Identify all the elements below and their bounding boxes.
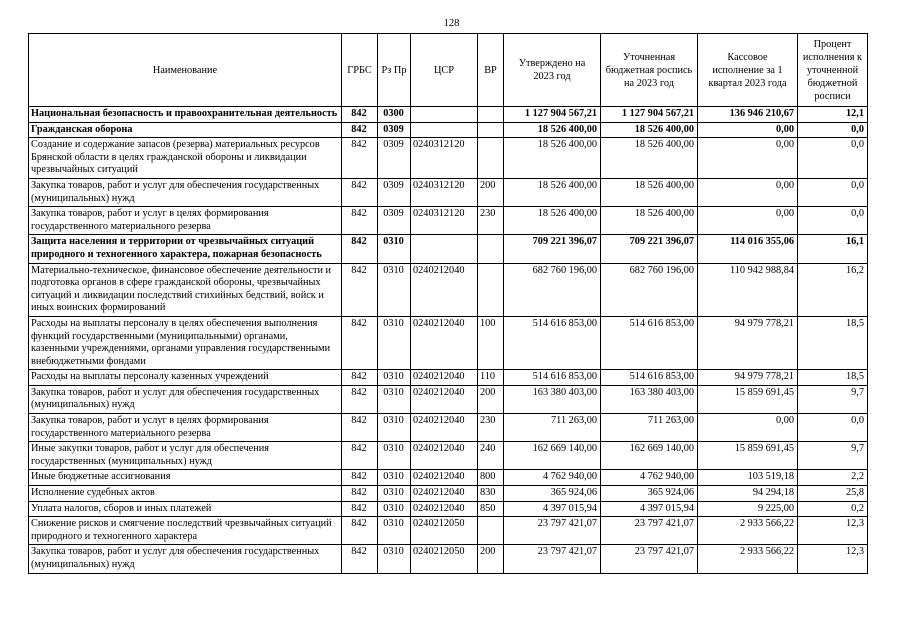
cell-vr: 800 — [478, 470, 504, 486]
cell-approved: 18 526 400,00 — [504, 178, 601, 206]
cell-approved: 23 797 421,07 — [504, 517, 601, 545]
cell-vr — [478, 517, 504, 545]
cell-csr: 0240212040 — [411, 263, 478, 316]
cell-revised: 163 380 403,00 — [601, 385, 698, 413]
cell-vr — [478, 263, 504, 316]
header-revised: Уточненная бюджетная роспись на 2023 год — [601, 34, 698, 107]
cell-revised: 18 526 400,00 — [601, 207, 698, 235]
header-vr: ВР — [478, 34, 504, 107]
cell-grbs: 842 — [342, 501, 378, 517]
table-header-row — [29, 34, 868, 107]
cell-revised: 1 127 904 567,21 — [601, 107, 698, 123]
cell-approved: 4 397 015,94 — [504, 501, 601, 517]
cell-rz-pr: 0310 — [378, 517, 411, 545]
cell-percent: 16,1 — [798, 235, 868, 263]
cell-rz-pr: 0310 — [378, 316, 411, 369]
cell-percent: 0,0 — [798, 138, 868, 179]
cell-cash: 0,00 — [698, 138, 798, 179]
cell-name: Закупка товаров, работ и услуг для обеспечения государственных (муниципальных) нужд — [29, 545, 342, 573]
cell-revised: 4 397 015,94 — [601, 501, 698, 517]
cell-revised: 709 221 396,07 — [601, 235, 698, 263]
cell-name: Гражданская оборона — [29, 122, 342, 138]
cell-percent: 25,8 — [798, 486, 868, 502]
cell-name: Защита населения и территории от чрезвычайных ситуаций природного и техногенного характера, пожарная безопасность — [29, 235, 342, 263]
cell-percent: 0,0 — [798, 122, 868, 138]
cell-vr: 850 — [478, 501, 504, 517]
table-row — [29, 470, 868, 486]
cell-percent: 12,3 — [798, 517, 868, 545]
budget-table — [28, 33, 868, 574]
cell-cash: 110 942 988,84 — [698, 263, 798, 316]
cell-cash: 114 016 355,06 — [698, 235, 798, 263]
cell-revised: 18 526 400,00 — [601, 178, 698, 206]
cell-revised: 4 762 940,00 — [601, 470, 698, 486]
cell-vr — [478, 107, 504, 123]
cell-cash: 94 294,18 — [698, 486, 798, 502]
cell-approved: 1 127 904 567,21 — [504, 107, 601, 123]
cell-grbs: 842 — [342, 207, 378, 235]
cell-percent: 16,2 — [798, 263, 868, 316]
cell-rz-pr: 0309 — [378, 122, 411, 138]
cell-grbs: 842 — [342, 138, 378, 179]
cell-csr: 0240212040 — [411, 486, 478, 502]
cell-csr: 0240312120 — [411, 138, 478, 179]
cell-csr: 0240212040 — [411, 442, 478, 470]
header-grbs: ГРБС — [342, 34, 378, 107]
cell-vr: 200 — [478, 385, 504, 413]
cell-vr: 230 — [478, 207, 504, 235]
header-csr: ЦСР — [411, 34, 478, 107]
cell-name: Закупка товаров, работ и услуг в целях формирования государственного материального резерва — [29, 414, 342, 442]
cell-rz-pr: 0310 — [378, 486, 411, 502]
cell-revised: 18 526 400,00 — [601, 122, 698, 138]
cell-approved: 709 221 396,07 — [504, 235, 601, 263]
header-approved: Утверждено на 2023 год — [504, 34, 601, 107]
cell-csr: 0240212040 — [411, 316, 478, 369]
table-row — [29, 263, 868, 316]
cell-rz-pr: 0310 — [378, 235, 411, 263]
cell-cash: 0,00 — [698, 207, 798, 235]
table-row — [29, 414, 868, 442]
table-row — [29, 316, 868, 369]
header-cash: Кассовое исполнение за 1 квартал 2023 года — [698, 34, 798, 107]
cell-rz-pr: 0310 — [378, 501, 411, 517]
cell-percent: 0,0 — [798, 207, 868, 235]
cell-csr: 0240212040 — [411, 370, 478, 386]
cell-revised: 682 760 196,00 — [601, 263, 698, 316]
cell-grbs: 842 — [342, 517, 378, 545]
cell-grbs: 842 — [342, 486, 378, 502]
cell-percent: 12,1 — [798, 107, 868, 123]
cell-name: Снижение рисков и смягчение последствий чрезвычайных ситуаций природного и техногенного характера — [29, 517, 342, 545]
cell-approved: 18 526 400,00 — [504, 207, 601, 235]
cell-cash: 94 979 778,21 — [698, 316, 798, 369]
table-row — [29, 107, 868, 123]
cell-cash: 0,00 — [698, 122, 798, 138]
cell-vr: 830 — [478, 486, 504, 502]
cell-revised: 23 797 421,07 — [601, 545, 698, 573]
cell-name: Закупка товаров, работ и услуг для обеспечения государственных (муниципальных) нужд — [29, 385, 342, 413]
table-row — [29, 501, 868, 517]
cell-revised: 711 263,00 — [601, 414, 698, 442]
cell-grbs: 842 — [342, 107, 378, 123]
cell-csr: 0240212040 — [411, 385, 478, 413]
header-rz-pr: Рз Пр — [378, 34, 411, 107]
page-number: 128 — [443, 18, 460, 29]
cell-approved: 162 669 140,00 — [504, 442, 601, 470]
cell-rz-pr: 0310 — [378, 414, 411, 442]
cell-vr: 200 — [478, 178, 504, 206]
cell-approved: 18 526 400,00 — [504, 122, 601, 138]
cell-grbs: 842 — [342, 442, 378, 470]
cell-approved: 711 263,00 — [504, 414, 601, 442]
cell-rz-pr: 0310 — [378, 370, 411, 386]
cell-vr: 200 — [478, 545, 504, 573]
table-row — [29, 122, 868, 138]
cell-rz-pr: 0309 — [378, 178, 411, 206]
cell-rz-pr: 0310 — [378, 545, 411, 573]
cell-cash: 15 859 691,45 — [698, 442, 798, 470]
cell-csr — [411, 107, 478, 123]
cell-cash: 9 225,00 — [698, 501, 798, 517]
cell-percent: 18,5 — [798, 316, 868, 369]
cell-grbs: 842 — [342, 370, 378, 386]
table-row — [29, 370, 868, 386]
cell-revised: 162 669 140,00 — [601, 442, 698, 470]
header-percent: Процент исполнения к уточненной бюджетной росписи — [798, 34, 868, 107]
cell-grbs: 842 — [342, 414, 378, 442]
cell-csr: 0240212040 — [411, 414, 478, 442]
cell-cash: 2 933 566,22 — [698, 545, 798, 573]
cell-rz-pr: 0309 — [378, 207, 411, 235]
cell-grbs: 842 — [342, 470, 378, 486]
header-name: Наименование — [29, 34, 342, 107]
cell-grbs: 842 — [342, 263, 378, 316]
table-row — [29, 178, 868, 206]
table-row — [29, 207, 868, 235]
cell-cash: 0,00 — [698, 178, 798, 206]
cell-cash: 2 933 566,22 — [698, 517, 798, 545]
cell-percent: 18,5 — [798, 370, 868, 386]
cell-cash: 136 946 210,67 — [698, 107, 798, 123]
cell-cash: 103 519,18 — [698, 470, 798, 486]
cell-grbs: 842 — [342, 122, 378, 138]
cell-csr: 0240312120 — [411, 207, 478, 235]
cell-name: Материально-техническое, финансовое обеспечение деятельности и подготовка органов в сфере гражданской обороны, чрезвычайных ситуаций и ликвидации последствий стихийных бедствий, войск и иных воинских формирований — [29, 263, 342, 316]
cell-csr: 0240212050 — [411, 517, 478, 545]
cell-name: Закупка товаров, работ и услуг в целях формирования государственного материального резерва — [29, 207, 342, 235]
cell-percent: 9,7 — [798, 385, 868, 413]
cell-grbs: 842 — [342, 235, 378, 263]
cell-vr: 240 — [478, 442, 504, 470]
cell-vr: 100 — [478, 316, 504, 369]
cell-csr — [411, 122, 478, 138]
cell-grbs: 842 — [342, 178, 378, 206]
cell-revised: 514 616 853,00 — [601, 316, 698, 369]
cell-vr: 110 — [478, 370, 504, 386]
cell-vr — [478, 122, 504, 138]
cell-grbs: 842 — [342, 545, 378, 573]
cell-csr — [411, 235, 478, 263]
cell-name: Уплата налогов, сборов и иных платежей — [29, 501, 342, 517]
cell-cash: 0,00 — [698, 414, 798, 442]
cell-rz-pr: 0310 — [378, 470, 411, 486]
cell-percent: 0,0 — [798, 178, 868, 206]
cell-percent: 0,2 — [798, 501, 868, 517]
cell-approved: 4 762 940,00 — [504, 470, 601, 486]
cell-revised: 365 924,06 — [601, 486, 698, 502]
cell-csr: 0240212040 — [411, 470, 478, 486]
cell-rz-pr: 0310 — [378, 442, 411, 470]
cell-csr: 0240212040 — [411, 501, 478, 517]
cell-approved: 18 526 400,00 — [504, 138, 601, 179]
cell-csr: 0240312120 — [411, 178, 478, 206]
cell-percent: 2,2 — [798, 470, 868, 486]
cell-name: Иные закупки товаров, работ и услуг для обеспечения государственных (муниципальных) нужд — [29, 442, 342, 470]
cell-approved: 514 616 853,00 — [504, 370, 601, 386]
cell-approved: 163 380 403,00 — [504, 385, 601, 413]
cell-grbs: 842 — [342, 316, 378, 369]
table-row — [29, 517, 868, 545]
cell-revised: 18 526 400,00 — [601, 138, 698, 179]
table-row — [29, 486, 868, 502]
cell-name: Расходы на выплаты персоналу в целях обеспечения выполнения функций государственными (муниципальными) органами, казенными учреждениями, органами управления государственными внебюджетными фондами — [29, 316, 342, 369]
cell-approved: 514 616 853,00 — [504, 316, 601, 369]
cell-percent: 12,3 — [798, 545, 868, 573]
cell-grbs: 842 — [342, 385, 378, 413]
cell-approved: 365 924,06 — [504, 486, 601, 502]
cell-rz-pr: 0309 — [378, 138, 411, 179]
cell-name: Расходы на выплаты персоналу казенных учреждений — [29, 370, 342, 386]
table-row — [29, 545, 868, 573]
table-row — [29, 138, 868, 179]
cell-approved: 682 760 196,00 — [504, 263, 601, 316]
cell-name: Иные бюджетные ассигнования — [29, 470, 342, 486]
cell-name: Национальная безопасность и правоохранительная деятельность — [29, 107, 342, 123]
cell-name: Исполнение судебных актов — [29, 486, 342, 502]
cell-cash: 94 979 778,21 — [698, 370, 798, 386]
table-row — [29, 235, 868, 263]
cell-vr — [478, 235, 504, 263]
cell-vr: 230 — [478, 414, 504, 442]
cell-revised: 514 616 853,00 — [601, 370, 698, 386]
cell-revised: 23 797 421,07 — [601, 517, 698, 545]
table-row — [29, 442, 868, 470]
cell-rz-pr: 0310 — [378, 263, 411, 316]
table-row — [29, 385, 868, 413]
cell-cash: 15 859 691,45 — [698, 385, 798, 413]
cell-csr: 0240212050 — [411, 545, 478, 573]
cell-percent: 0,0 — [798, 414, 868, 442]
cell-name: Закупка товаров, работ и услуг для обеспечения государственных (муниципальных) нужд — [29, 178, 342, 206]
cell-percent: 9,7 — [798, 442, 868, 470]
cell-rz-pr: 0300 — [378, 107, 411, 123]
cell-name: Создание и содержание запасов (резерва) материальных ресурсов Брянской области в целях гражданской обороны и ликвидации чрезвычайных ситуаций — [29, 138, 342, 179]
cell-rz-pr: 0310 — [378, 385, 411, 413]
cell-vr — [478, 138, 504, 179]
cell-approved: 23 797 421,07 — [504, 545, 601, 573]
table-body — [29, 107, 868, 574]
